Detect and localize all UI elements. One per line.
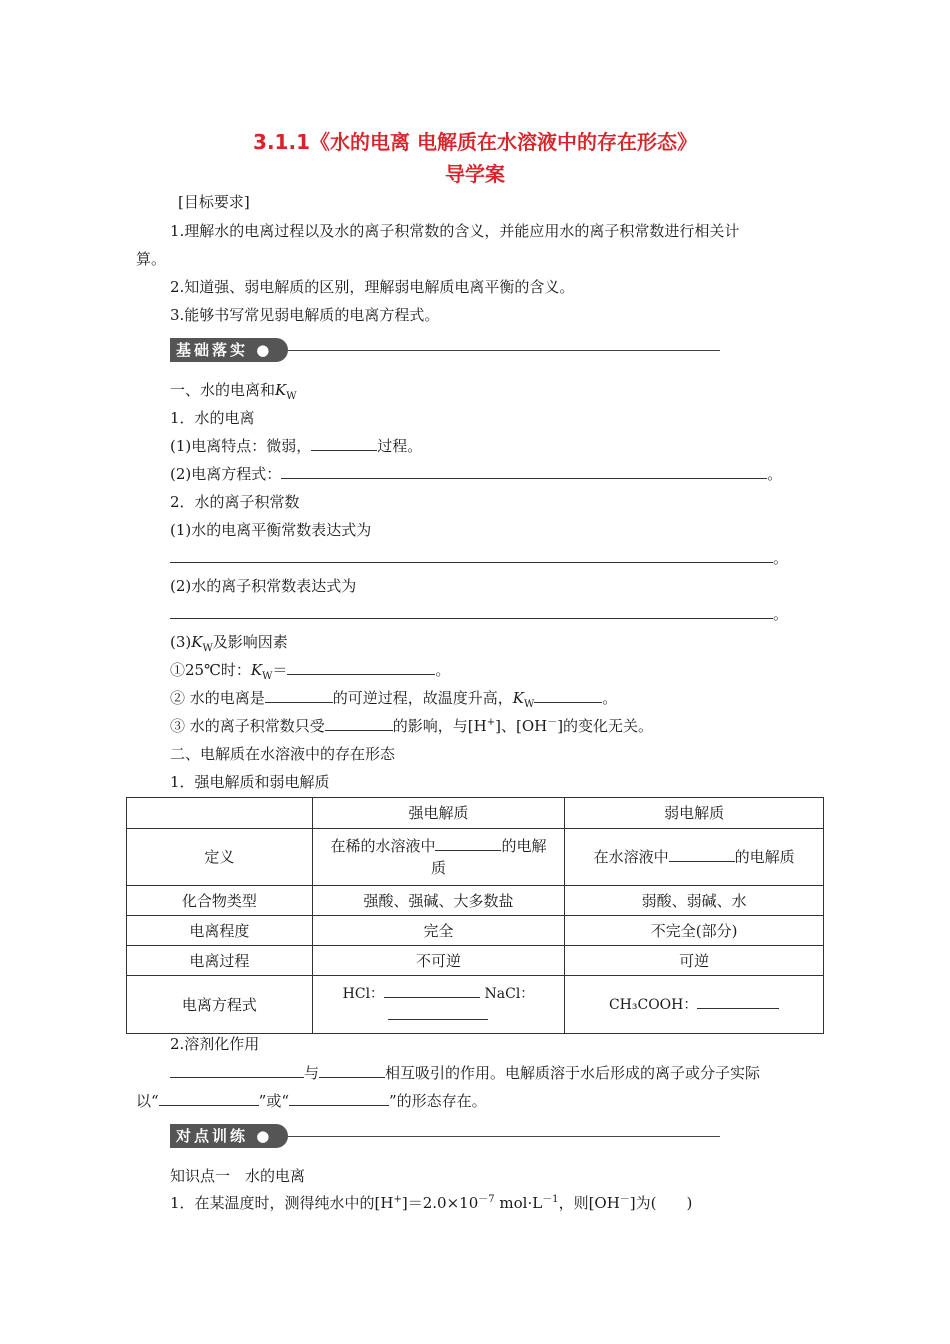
part1-heading: 一、水的电离和$K_W$	[170, 381, 297, 402]
section-rule	[288, 350, 720, 351]
blank	[319, 1063, 385, 1078]
part1-s2-2: (2)水的离子积常数表达式为	[170, 577, 357, 595]
cell: 不完全(部分)	[565, 916, 824, 946]
cell: 在水溶液中 的电解质	[565, 829, 824, 886]
part2-s2-line2: 以“ ”或“ ”的形态存在。	[136, 1092, 487, 1110]
part1-s2-1-blank: 。	[170, 548, 788, 568]
section-practice-label: 对点训练	[176, 1127, 249, 1145]
cell: 在稀的水溶液中 的电解 质	[312, 829, 565, 886]
blank	[289, 1091, 389, 1106]
question-1: 1．在某温度时，测得纯水中的$[H^+]=2.0\times 10^{-7}$ $mol\cdot L^{-1}$，则[OH－]为( )	[170, 1194, 693, 1212]
goals-header: [目标要求]	[178, 193, 250, 211]
header-strong: 强电解质	[312, 798, 565, 829]
row-label: 电离过程	[127, 946, 313, 976]
knowledge-point-1: 知识点一 水的电离	[170, 1167, 306, 1185]
doc-title-line2: 导学案	[445, 162, 505, 186]
cell: 强酸、强碱、大多数盐	[312, 886, 565, 916]
goal-2: 2.知道强、弱电解质的区别，理解弱电解质电离平衡的含义。	[170, 278, 575, 296]
blank	[170, 548, 773, 563]
blank	[170, 1063, 304, 1078]
part2-heading: 二、电解质在水溶液中的存在形态	[170, 745, 396, 763]
bullet-icon: ●	[256, 341, 273, 359]
cell: CH₃COOH：	[565, 976, 824, 1034]
part1-c1: ①25℃时：$K_W=$ 。	[170, 661, 451, 682]
part1-c3: ③ 水的离子积常数只受 的影响，与[H+]、[OH－]的变化无关。	[170, 717, 654, 735]
section-basics-label: 基础落实	[176, 341, 249, 359]
part1-s2-1: (1)水的电离平衡常数表达式为	[170, 521, 372, 539]
cell: 完全	[312, 916, 565, 946]
part2-s2: 2.溶剂化作用	[170, 1035, 260, 1053]
cell: 弱酸、弱碱、水	[565, 886, 824, 916]
section-rule	[288, 1136, 720, 1137]
table-row	[127, 976, 824, 1034]
part1-s1-1: (1)电离特点：微弱， 过程。	[170, 437, 423, 455]
part1-s2-2-blank: 。	[170, 604, 788, 624]
blank	[265, 688, 333, 703]
row-label: 电离程度	[127, 916, 313, 946]
part1-s2: 2．水的离子积常数	[170, 493, 300, 511]
blank	[170, 604, 773, 619]
cell: 可逆	[565, 946, 824, 976]
row-label: 化合物类型	[127, 886, 313, 916]
blank	[325, 716, 393, 731]
part2-s1: 1．强电解质和弱电解质	[170, 773, 330, 791]
goal-1b: 算。	[136, 250, 167, 268]
table-row	[127, 916, 824, 946]
electrolyte-table	[126, 797, 824, 1034]
doc-title-line1: 3.1.1《水的电离 电解质在水溶液中的存在形态》	[253, 130, 697, 154]
part1-s1-2: (2)电离方程式： 。	[170, 465, 783, 483]
blank	[159, 1091, 259, 1106]
table-row	[127, 886, 824, 916]
goal-3: 3.能够书写常见弱电解质的电离方程式。	[170, 306, 440, 324]
goal-1a: 1.理解水的电离过程以及水的离子积常数的含义，并能应用水的离子积常数进行相关计	[170, 222, 740, 240]
blank	[281, 464, 767, 479]
part1-s1: 1．水的电离	[170, 409, 255, 427]
header-weak: 弱电解质	[565, 798, 824, 829]
table-row	[127, 829, 824, 886]
part2-s2-line1: 与 相互吸引的作用。电解质溶于水后形成的离子或分子实际	[170, 1063, 760, 1083]
table-row	[127, 798, 824, 829]
blank	[287, 660, 435, 675]
cell: 不可逆	[312, 946, 565, 976]
blank	[534, 688, 602, 703]
table-row	[127, 946, 824, 976]
part1-c2: ② 水的电离是 的可逆过程，故温度升高，$K_W$ 。	[170, 689, 618, 710]
bullet-icon: ●	[256, 1127, 273, 1145]
row-label: 定义	[127, 829, 313, 886]
row-label: 电离方程式	[127, 976, 313, 1034]
part1-s2-3: $(3)K_W$及影响因素	[170, 633, 288, 654]
cell: HCl： NaCl：	[312, 976, 565, 1034]
blank	[311, 436, 377, 451]
